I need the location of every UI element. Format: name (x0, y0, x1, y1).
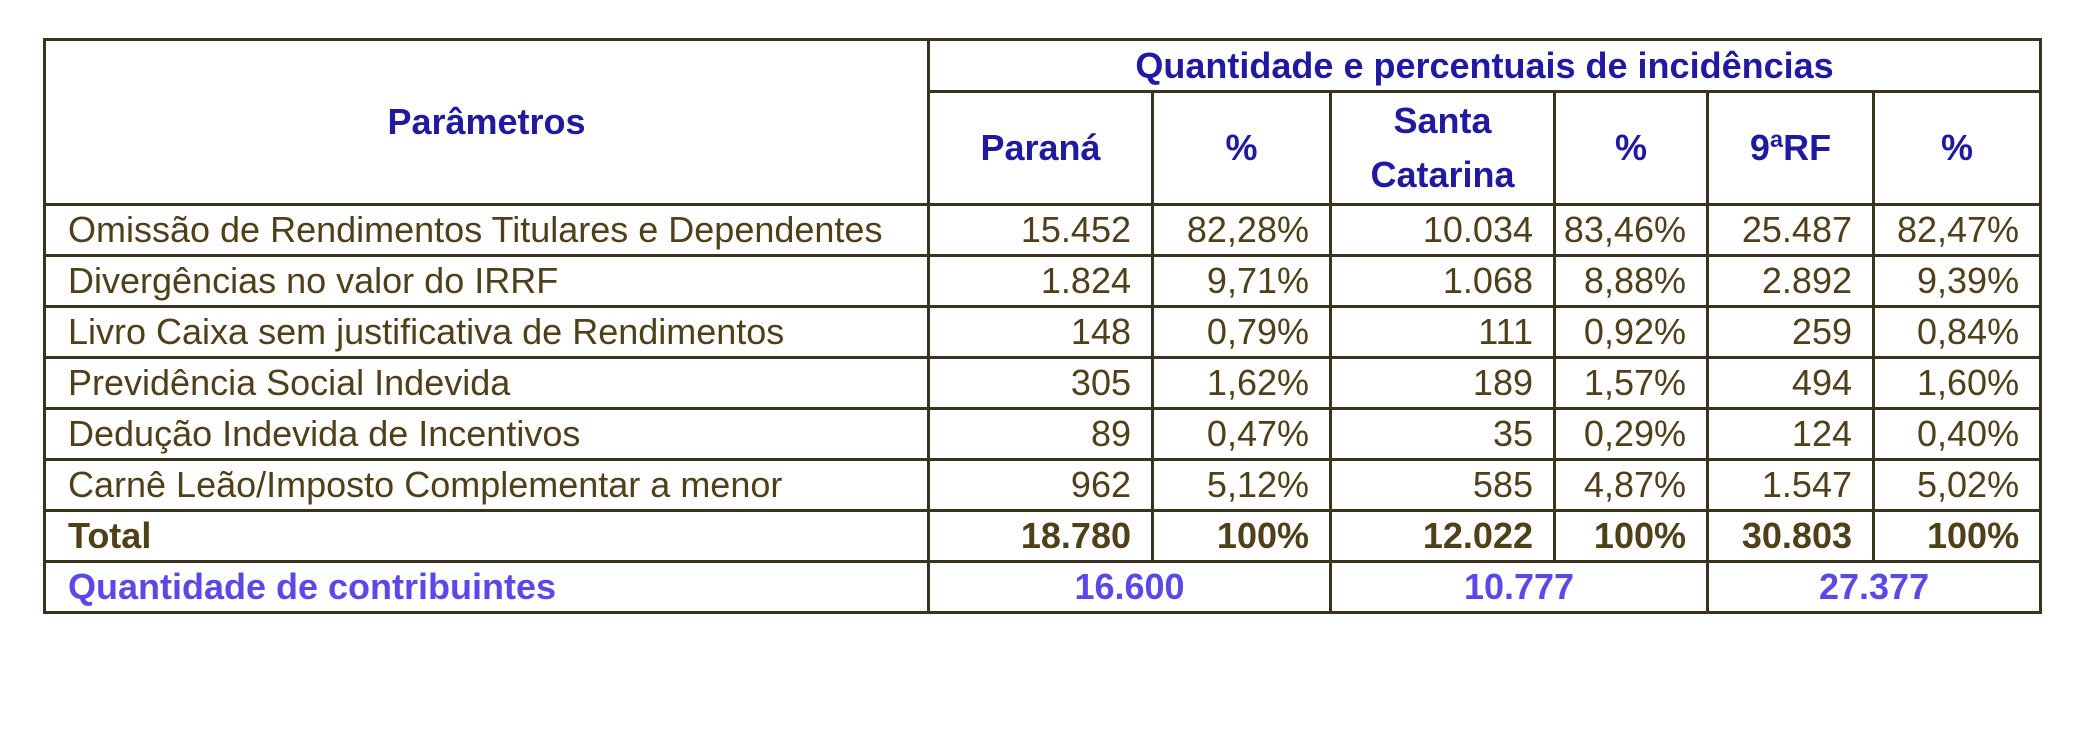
9rf-pct: 1,60% (1874, 358, 2041, 409)
santa-catarina-pct: 1,57% (1555, 358, 1708, 409)
row-label: Omissão de Rendimentos Titulares e Dependentes (45, 205, 929, 256)
santa-catarina-pct: 83,46% (1555, 205, 1708, 256)
header-parana-pct: % (1153, 92, 1331, 205)
row-label: Livro Caixa sem justificativa de Rendimentos (45, 307, 929, 358)
parana-pct: 5,12% (1153, 460, 1331, 511)
parana-value: 305 (929, 358, 1153, 409)
santa-catarina-pct: 0,92% (1555, 307, 1708, 358)
header-santa-catarina (1331, 92, 1555, 205)
santa-catarina-pct: 0,29% (1555, 409, 1708, 460)
header-santa-line2: Catarina (1370, 154, 1515, 195)
9rf-value: 494 (1708, 358, 1874, 409)
9rf-value: 124 (1708, 409, 1874, 460)
santa-catarina-value: 1.068 (1331, 256, 1555, 307)
9rf-pct: 0,40% (1874, 409, 2041, 460)
table-row (45, 358, 2041, 409)
9rf-value: 2.892 (1708, 256, 1874, 307)
contribuintes-parana: 16.600 (929, 562, 1331, 613)
contribuintes-9rf: 27.377 (1708, 562, 2041, 613)
santa-catarina-value: 10.034 (1331, 205, 1555, 256)
9rf-value: 1.547 (1708, 460, 1874, 511)
total-santa-catarina-value: 12.022 (1331, 511, 1555, 562)
header-santa-line1: Santa (1393, 100, 1492, 141)
table-row (45, 307, 2041, 358)
9rf-pct: 5,02% (1874, 460, 2041, 511)
santa-catarina-pct: 8,88% (1555, 256, 1708, 307)
santa-catarina-value: 35 (1331, 409, 1555, 460)
9rf-value: 25.487 (1708, 205, 1874, 256)
row-label: Previdência Social Indevida (45, 358, 929, 409)
table-row (45, 256, 2041, 307)
contribuintes-santa-catarina: 10.777 (1331, 562, 1708, 613)
santa-catarina-pct: 4,87% (1555, 460, 1708, 511)
9rf-pct: 9,39% (1874, 256, 2041, 307)
row-label: Dedução Indevida de Incentivos (45, 409, 929, 460)
header-santa-pct: % (1555, 92, 1708, 205)
parana-value: 962 (929, 460, 1153, 511)
parana-value: 15.452 (929, 205, 1153, 256)
santa-catarina-value: 189 (1331, 358, 1555, 409)
table-row (45, 409, 2041, 460)
contribuintes-label: Quantidade de contribuintes (45, 562, 929, 613)
parana-pct: 9,71% (1153, 256, 1331, 307)
parana-value: 89 (929, 409, 1153, 460)
total-9rf-pct: 100% (1874, 511, 2041, 562)
table-row (45, 460, 2041, 511)
santa-catarina-value: 585 (1331, 460, 1555, 511)
9rf-pct: 82,47% (1874, 205, 2041, 256)
incidence-table (43, 38, 2042, 614)
parana-pct: 0,79% (1153, 307, 1331, 358)
total-label: Total (45, 511, 929, 562)
header-9rf-pct: % (1874, 92, 2041, 205)
santa-catarina-value: 111 (1331, 307, 1555, 358)
row-label: Carnê Leão/Imposto Complementar a menor (45, 460, 929, 511)
parana-value: 1.824 (929, 256, 1153, 307)
total-parana-value: 18.780 (929, 511, 1153, 562)
header-parana: Paraná (929, 92, 1153, 205)
contribuintes-row (45, 562, 2041, 613)
total-row (45, 511, 2041, 562)
table-row (45, 205, 2041, 256)
9rf-pct: 0,84% (1874, 307, 2041, 358)
parana-pct: 82,28% (1153, 205, 1331, 256)
header-9rf: 9ªRF (1708, 92, 1874, 205)
row-label: Divergências no valor do IRRF (45, 256, 929, 307)
9rf-value: 259 (1708, 307, 1874, 358)
total-9rf-value: 30.803 (1708, 511, 1874, 562)
total-santa-catarina-pct: 100% (1555, 511, 1708, 562)
header-row-1 (45, 40, 2041, 92)
parana-pct: 0,47% (1153, 409, 1331, 460)
total-parana-pct: 100% (1153, 511, 1331, 562)
parana-value: 148 (929, 307, 1153, 358)
parana-pct: 1,62% (1153, 358, 1331, 409)
header-parametros: Parâmetros (45, 40, 929, 205)
header-group-title: Quantidade e percentuais de incidências (929, 40, 2041, 92)
